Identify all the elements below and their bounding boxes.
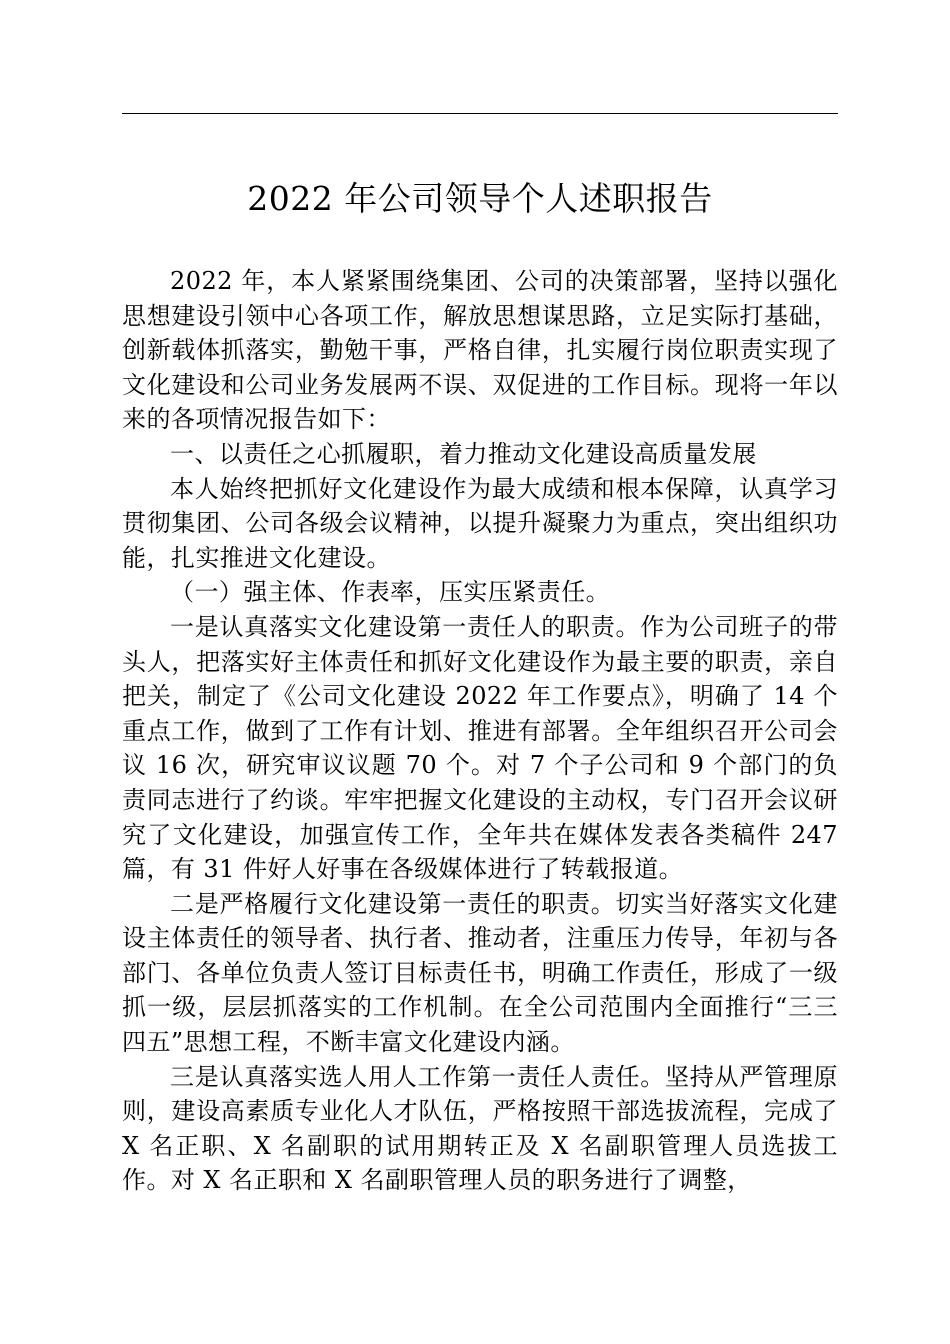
paragraph-intro: 2022 年，本人紧紧围绕集团、公司的决策部署，坚持以强化思想建设引领中心各项工作，解放思想谋思路，立足实际打基础，创新载体抓落实，勤勉干事，严格自律，扎实履行岗位职责实现了文化建设和公司业务发展两不误、双促进的工作目标。现将一年以来的各项情况报告如下：	[122, 267, 838, 434]
paragraph-item-2: 二是严格履行文化建设第一责任的职责。切实当好落实文化建设主体责任的领导者、执行者、推动者，注重压力传导，年初与各部门、各单位负责人签订目标责任书，明确工作责任，形成了一级抓一级，层层抓落实的工作机制。在全公司范围内全面推行“三三四五”思想工程，不断丰富文化建设内涵。	[122, 889, 838, 1057]
subsection-heading-1: （一）强主体、作表率，压实压紧责任。	[170, 578, 611, 607]
document-title: 2022 年公司领导个人述职报告	[247, 179, 713, 218]
document-body	[122, 264, 838, 1198]
paragraph-item-1: 一是认真落实文化建设第一责任人的职责。作为公司班子的带头人，把落实好主体责任和抓好文化建设作为最主要的职责，亲自把关，制定了《公司文化建设 2022 年工作要点》，明确了 14 个重点工作，做到了工作有计划、推进有部署。全年组织召开公司会议 16 次，研究审议议题 70 个。对 7 个子公司和 9 个部门的负责同志进行了约谈。牢牢把握文化建设的主动权，专门召开会议研究了文化建设，加强宣传工作，全年共在媒体发表各类稿件 247 篇，有 31 件好人好事在各级媒体进行了转载报道。	[122, 612, 838, 884]
header-rule	[122, 113, 838, 114]
section-heading-1: 一、以责任之心抓履职，着力推动文化建设高质量发展	[170, 439, 757, 468]
paragraph-section-1-summary: 本人始终把抓好文化建设作为最大成绩和根本保障，认真学习贯彻集团、公司各级会议精神，以提升凝聚力为重点，突出组织功能，扎实推进文化建设。	[122, 474, 838, 572]
paragraph-item-3: 三是认真落实选人用人工作第一责任人责任。坚持从严管理原则，建设高素质专业化人才队伍，严格按照干部选拔流程，完成了 X 名正职、X 名副职的试用期转正及 X 名副职管理人员选拔工作。对 X 名正职和 X 名副职管理人员的职务进行了调整，	[122, 1062, 838, 1195]
